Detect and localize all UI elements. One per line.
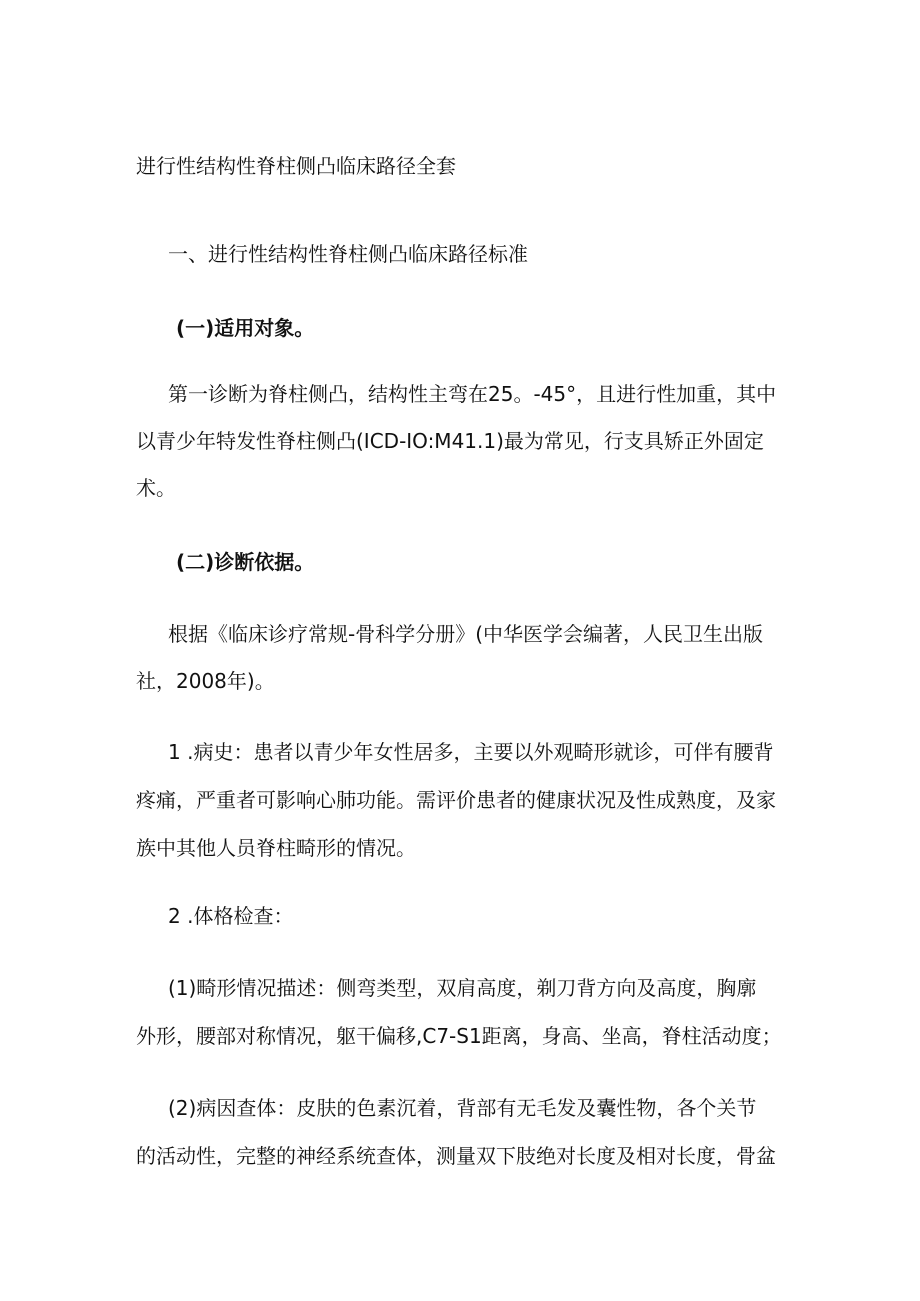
list-item-medical-history: 1 .病史：患者以青少年女性居多，主要以外观畸形就诊，可伴有腰背 (168, 740, 774, 764)
sub-item-deformity-description: (1)畸形情况描述：侧弯类型，双肩高度，剃刀背方向及高度，胸廓 (168, 976, 757, 1000)
paragraph-line: 第一诊断为脊柱侧凸，结构性主弯在25。-45°，且进行性加重，其中 (168, 382, 777, 406)
paragraph-line: 外形，腰部对称情况，躯干偏移,C7-S1距离，身高、坐高，脊柱活动度； (136, 1024, 782, 1048)
paragraph-line: 以青少年特发性脊柱侧凸(ICD-IO:M41.1)最为常见，行支具矫正外固定 (136, 429, 764, 453)
subsection-heading-applicable-subjects: (一)适用对象。 (176, 316, 315, 340)
sub-item-etiology-exam: (2)病因查体：皮肤的色素沉着，背部有无毛发及囊性物，各个关节 (168, 1096, 757, 1120)
document-title: 进行性结构性脊柱侧凸临床路径全套 (136, 154, 456, 178)
subsection-heading-diagnosis-basis: (二)诊断依据。 (176, 550, 315, 574)
list-item-physical-exam: 2 .体格检查： (168, 904, 294, 928)
paragraph-line: 社，2008年)。 (136, 669, 275, 693)
section-heading: 一、进行性结构性脊柱侧凸临床路径标准 (168, 242, 528, 266)
paragraph-line: 疼痛，严重者可影响心肺功能。需评价患者的健康状况及性成熟度，及家 (136, 788, 776, 812)
paragraph-line: 族中其他人员脊柱畸形的情况。 (136, 836, 416, 860)
paragraph-line: 根据《临床诊疗常规-骨科学分册》(中华医学会编著，人民卫生出版 (168, 622, 764, 646)
paragraph-line: 的活动性，完整的神经系统查体，测量双下肢绝对长度及相对长度，骨盆 (136, 1144, 776, 1168)
paragraph-line: 术。 (136, 476, 176, 500)
